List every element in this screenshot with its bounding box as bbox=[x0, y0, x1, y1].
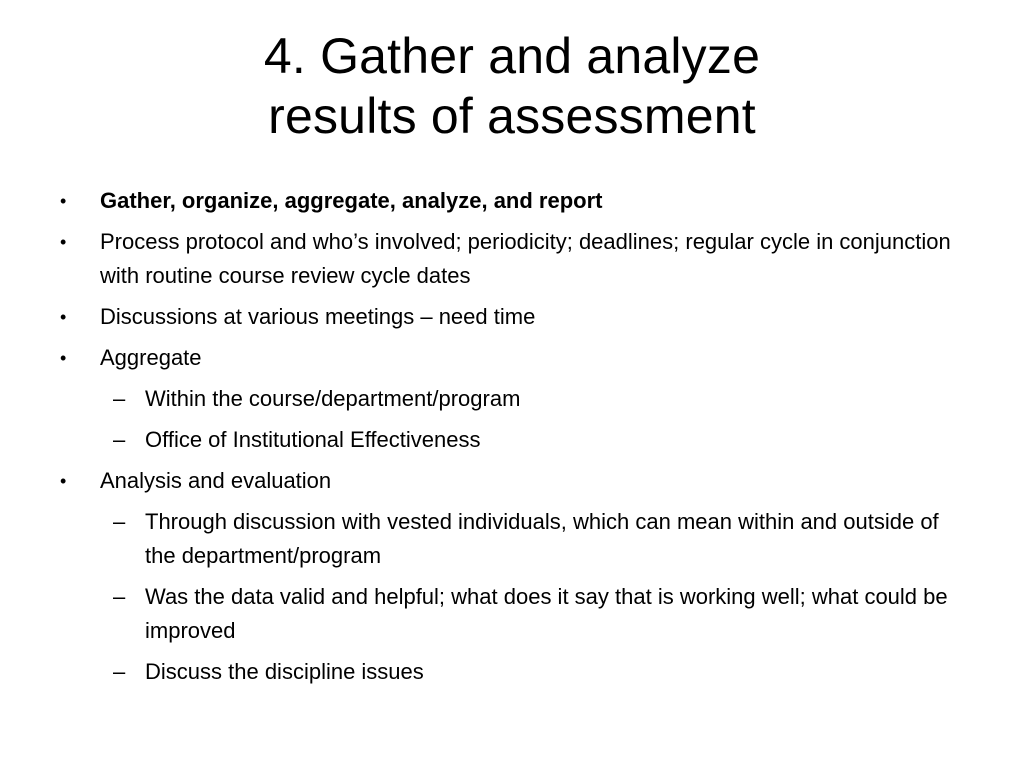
bullet-item-analysis bbox=[60, 464, 960, 498]
bullet-dot-icon: • bbox=[60, 232, 67, 252]
bullet-dot-icon: • bbox=[60, 471, 67, 491]
sub-bullet-item-within-course bbox=[60, 382, 960, 416]
sub-bullet-text: Office of Institutional Effectiveness bbox=[145, 427, 481, 452]
dash-icon: – bbox=[113, 386, 126, 411]
bullet-dot-icon: • bbox=[60, 307, 67, 327]
sub-bullet-text: Through discussion with vested individuals, which can mean within and outside of the department/program bbox=[145, 509, 939, 568]
bullet-item-discussions bbox=[60, 300, 960, 334]
bullet-list bbox=[60, 184, 960, 696]
bullet-item-aggregate bbox=[60, 341, 960, 375]
title-line-1: 4. Gather and analyze bbox=[263, 28, 761, 84]
bullet-dot-icon: • bbox=[60, 348, 67, 368]
bullet-text: Discussions at various meetings – need time bbox=[100, 304, 536, 329]
sub-bullet-item-data-valid bbox=[60, 580, 960, 648]
slide-title bbox=[0, 26, 1024, 146]
title-line-2: results of assessment bbox=[268, 88, 756, 144]
sub-bullet-item-office bbox=[60, 423, 960, 457]
dash-icon: – bbox=[113, 427, 126, 452]
sub-bullet-item-through-discussion bbox=[60, 505, 960, 573]
bullet-text: Analysis and evaluation bbox=[100, 468, 332, 493]
bullet-text: Gather, organize, aggregate, analyze, and report bbox=[100, 188, 603, 213]
bullet-item-gather bbox=[60, 184, 960, 218]
dash-icon: – bbox=[113, 584, 126, 609]
sub-bullet-item-discipline bbox=[60, 655, 960, 689]
dash-icon: – bbox=[113, 659, 126, 684]
bullet-text: Aggregate bbox=[100, 345, 202, 370]
sub-bullet-text: Discuss the discipline issues bbox=[145, 659, 424, 684]
sub-bullet-text: Was the data valid and helpful; what does it say that is working well; what could be improved bbox=[145, 584, 948, 643]
dash-icon: – bbox=[113, 509, 126, 534]
bullet-text: Process protocol and who’s involved; periodicity; deadlines; regular cycle in conjunction with routine course review cycle dates bbox=[100, 229, 951, 288]
sub-bullet-text: Within the course/department/program bbox=[145, 386, 521, 411]
bullet-item-process bbox=[60, 225, 960, 293]
bullet-dot-icon: • bbox=[60, 191, 67, 211]
